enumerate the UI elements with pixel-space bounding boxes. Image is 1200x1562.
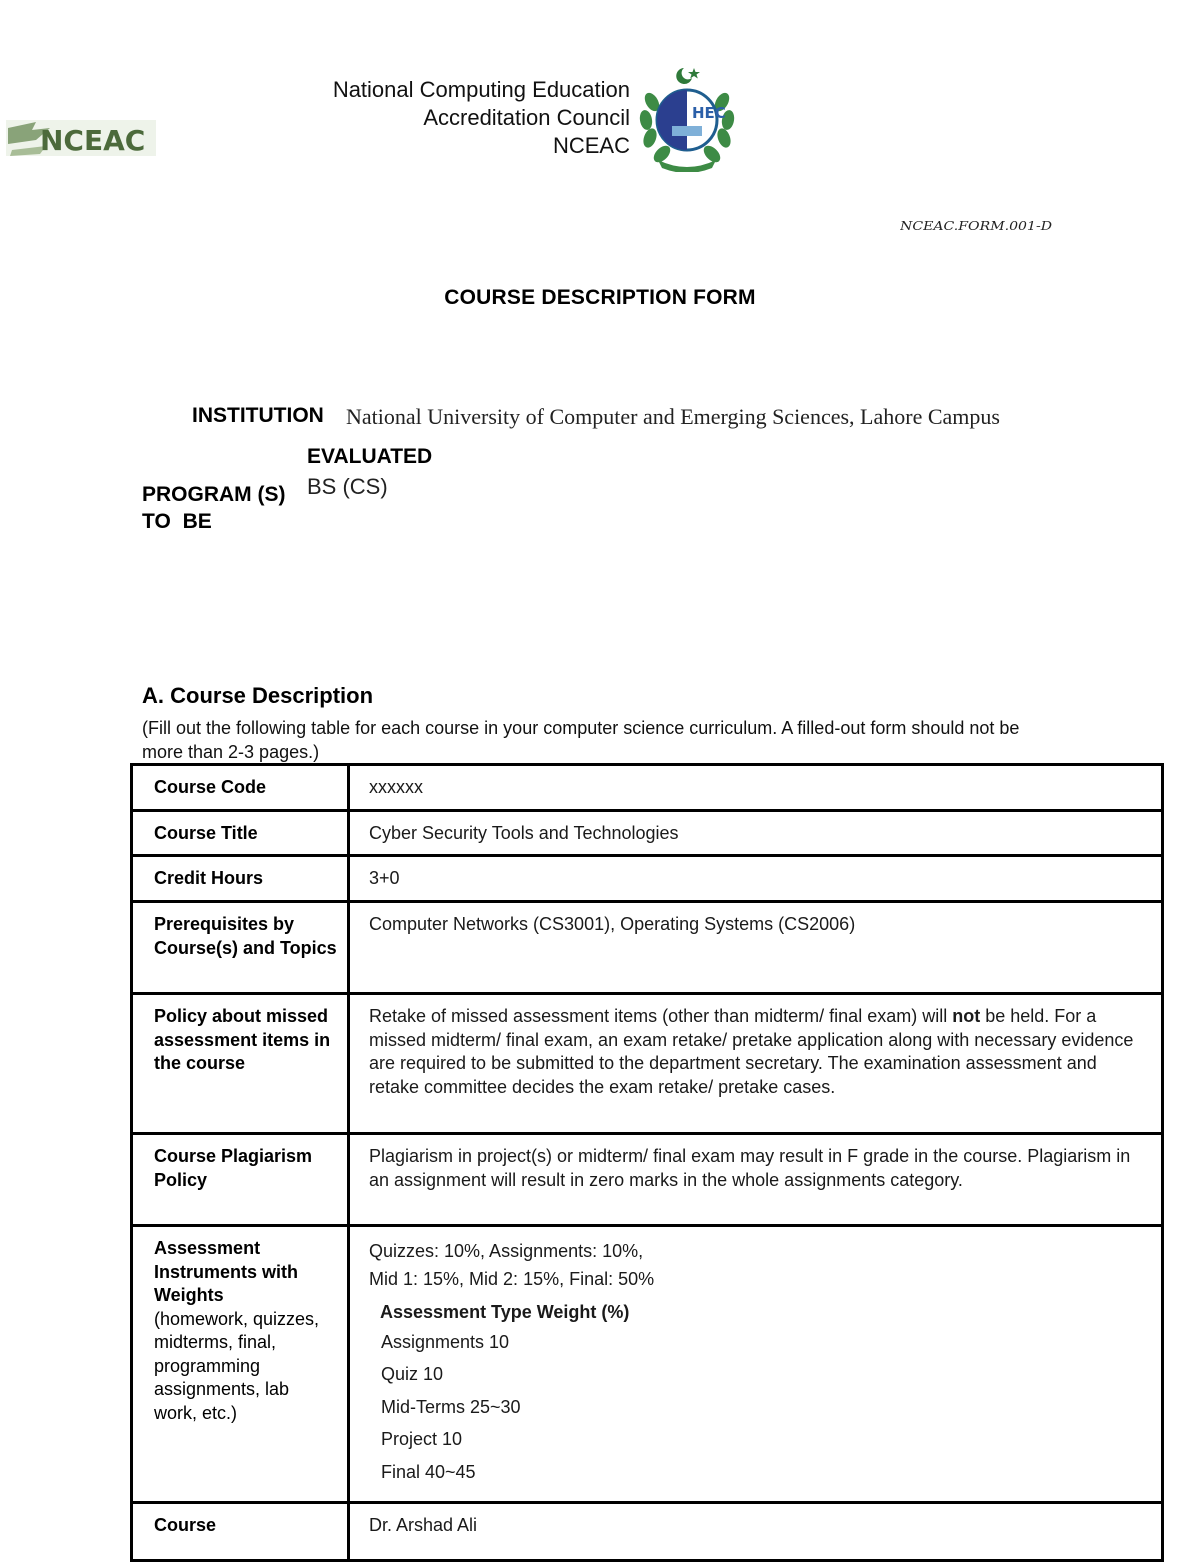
table-row (132, 1226, 1163, 1503)
credit-hours-value: 3+0 (349, 856, 1163, 902)
council-line-1: National Computing Education (332, 77, 630, 102)
council-name (333, 76, 630, 160)
course-coordinator-value: Dr. Arshad Ali (349, 1503, 1163, 1561)
hec-emblem (634, 62, 740, 172)
institution-label: INSTITUTION (192, 404, 324, 427)
table-row (132, 994, 1163, 1134)
form-id (900, 214, 1060, 236)
prerequisites-label: Prerequisites by Course(s) and Topics (132, 902, 349, 994)
missed-policy-text-1: Retake of missed assessment items (other than midterm/ final exam) will (369, 1006, 953, 1026)
nceac-logo (6, 100, 162, 168)
evaluated-label: EVALUATED (307, 445, 433, 468)
council-line-2: Accreditation Council (423, 105, 630, 130)
table-row (132, 1503, 1163, 1561)
table-row (132, 902, 1163, 994)
course-description-table (130, 763, 1164, 1562)
institution-value: National University of Computer and Emerging Sciences, Lahore Campus (346, 404, 1000, 429)
section-note: (Fill out the following table for each course in your computer science curriculum. A filled-out form should not be more than 2-3 pages.) (142, 718, 1020, 762)
hec-emblem-text: HEC (692, 104, 726, 122)
table-row (132, 856, 1163, 902)
table-row (132, 1134, 1163, 1226)
assessment-type-header: Assessment Type Weight (%) (380, 1302, 630, 1322)
course-code-label: Course Code (132, 765, 349, 811)
assessment-type-row: Quiz 10 (381, 1364, 444, 1384)
course-title-label: Course Title (132, 811, 349, 856)
course-title-value: Cyber Security Tools and Technologies (349, 811, 1163, 856)
missed-policy-emphasis: not (952, 1006, 981, 1026)
assessment-label-note: (homework, quizzes, midterms, final, programming assignments, lab work, etc.) (154, 1308, 320, 1423)
missed-policy-text-2: be held. For a missed midterm/ final exam, an exam retake/ pretake application along with necessary evidence are required to be submitted to the department secretary. The examination assessment and retake committee decides the exam retake/ pretake cases. (369, 1006, 1134, 1097)
missed-assessment-policy-label: Policy about missed assessment items in the course (132, 994, 349, 1134)
to-be-label: TO BE (142, 510, 212, 533)
plagiarism-policy-label: Course Plagiarism Policy (132, 1134, 349, 1226)
credit-hours-label: Credit Hours (132, 856, 349, 902)
section-title: A. Course Description (142, 683, 374, 708)
program-value: BS (CS) (307, 474, 388, 499)
assessment-type-row: Mid-Terms 25~30 (381, 1396, 521, 1417)
assessment-type-row: Assignments 10 (381, 1331, 510, 1352)
page-title: COURSE DESCRIPTION FORM (444, 286, 756, 309)
assessment-type-row: Project 10 (381, 1429, 463, 1449)
assessment-instruments-label (132, 1226, 349, 1503)
plagiarism-policy-value: Plagiarism in project(s) or midterm/ final exam may result in F grade in the course. Plagiarism in an assignment will result in zero marks in the whole assignments category. (349, 1134, 1163, 1226)
table-row (132, 765, 1163, 811)
assessment-instruments-value (349, 1226, 1163, 1503)
course-coordinator-label: Course (132, 1503, 349, 1561)
program-label: PROGRAM (S) (142, 483, 286, 506)
council-line-3: NCEAC (552, 133, 630, 158)
assessment-summary-line-2: Mid 1: 15%, Mid 2: 15%, Final: 50% (369, 1269, 655, 1289)
prerequisites-value: Computer Networks (CS3001), Operating Systems (CS2006) (349, 902, 1163, 994)
assessment-label-main: Assessment Instruments with Weights (154, 1238, 299, 1305)
assessment-type-row: Final 40~45 (381, 1461, 476, 1482)
assessment-summary-line-1: Quizzes: 10%, Assignments: 10%, (369, 1241, 644, 1261)
form-id-text: NCEAC.FORM.001-D (900, 219, 1053, 233)
nceac-logo-text: NCEAC (40, 124, 146, 157)
missed-assessment-policy-value (349, 994, 1163, 1134)
course-code-value: xxxxxx (349, 765, 1163, 811)
table-row (132, 811, 1163, 856)
